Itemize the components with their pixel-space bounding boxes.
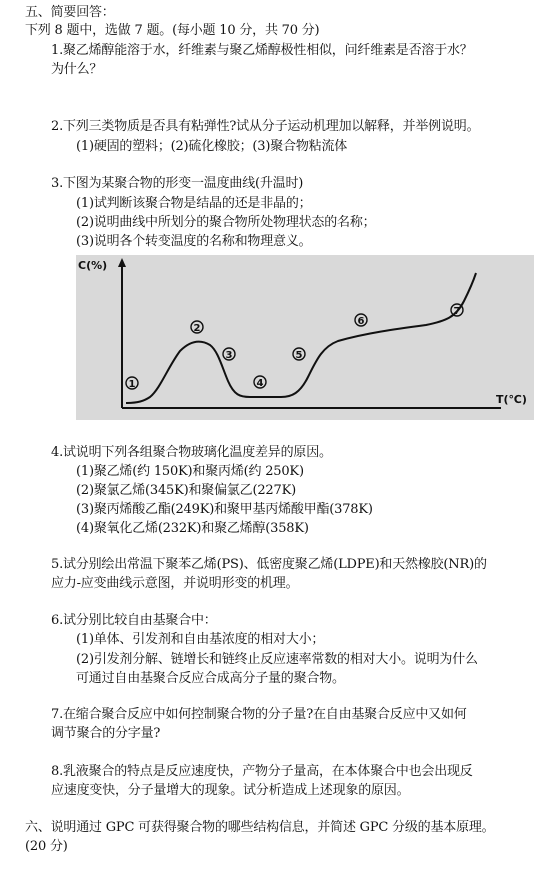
marker-7 [451, 304, 463, 317]
marker-3 [223, 348, 235, 361]
question-3-line-4: (3)说明各个转变温度的名称和物理意义。 [76, 234, 312, 249]
marker-5 [293, 348, 305, 361]
y-axis-arrow [118, 258, 126, 267]
section-five-instruction: 下列 8 题中，选做 7 题。(每小题 10 分，共 70 分) [25, 23, 320, 38]
question-1-line-2: 为什么？ [51, 62, 103, 77]
question-4-line-1: 4.试说明下列各组聚合物玻璃化温度差异的原因。 [51, 445, 332, 460]
marker-1-label: 1 [128, 379, 136, 390]
question-7-line-1: 7.在缩合聚合反应中如何控制聚合物的分子量?在自由基聚合反应中又如何 [51, 707, 467, 722]
question-6-line-2: (1)单体、引发剂和自由基浓度的相对大小； [76, 632, 325, 647]
question-4-line-4: (3)聚丙烯酸乙酯(249K)和聚甲基丙烯酸甲酯(378K) [76, 502, 373, 517]
marker-2 [191, 321, 203, 334]
question-1-line-1: 1.聚乙烯醇能溶于水，纤维素与聚乙烯醇极性相似，问纤维素是否溶于水？ [51, 43, 473, 58]
section-six-line-2: (20 分) [25, 839, 68, 854]
section-six-line-1: 六、说明通过 GPC 可获得聚合物的哪些结构信息，并简述 GPC 分级的基本原理。 [25, 820, 495, 835]
x-axis-label: T(℃) [496, 393, 527, 406]
question-8-line-2: 应速度变快，分子量增大的现象。试分析造成上述现象的原因。 [51, 783, 410, 798]
question-6-line-3: (2)引发剂分解、链增长和链终止反应速率常数的相对大小。说明为什么 [76, 652, 478, 667]
marker-6-label: 6 [357, 316, 365, 327]
section-five-heading: 五、简要回答： [25, 5, 115, 20]
marker-1 [126, 377, 138, 390]
question-4-line-2: (1)聚乙烯(约 150K)和聚丙烯(约 250K) [76, 464, 304, 479]
question-3-line-2: (1)试判断该聚合物是结晶的还是非晶的； [76, 196, 312, 211]
question-3-line-3: (2)说明曲线中所划分的聚合物所处物理状态的名称； [76, 215, 376, 230]
marker-7-label: 7 [453, 306, 461, 317]
question-2-line-1: 2.下列三类物质是否具有粘弹性?试从分子运动机理加以解释，并举例说明。 [51, 119, 480, 134]
question-4-line-5: (4)聚氧化乙烯(232K)和聚乙烯醇(358K) [76, 521, 309, 536]
marker-3-label: 3 [225, 350, 233, 361]
question-8-line-1: 8.乳液聚合的特点是反应速度快，产物分子量高，在本体聚合中也会出现反 [51, 764, 473, 779]
question-4-line-3: (2)聚氯乙烯(345K)和聚偏氯乙(227K) [76, 483, 296, 498]
question-3-line-1: 3.下图为某聚合物的形变一温度曲线(升温时) [51, 176, 304, 191]
question-6-line-4: 可通过自由基聚合反应合成高分子量的聚合物。 [76, 671, 345, 686]
deformation-curve [126, 273, 476, 403]
marker-2-label: 2 [193, 323, 201, 334]
deformation-temperature-plot [76, 255, 534, 420]
marker-6 [355, 314, 367, 327]
question-5-line-1: 5.试分别绘出常温下聚苯乙烯(PS)、低密度聚乙烯(LDPE)和天然橡胶(NR)的 [51, 557, 487, 572]
marker-4 [254, 376, 266, 389]
question-5-line-2: 应力-应变曲线示意图，并说明形变的机理。 [51, 576, 299, 591]
marker-5-label: 5 [295, 350, 303, 361]
question-7-line-2: 调节聚合的分字量? [51, 726, 161, 741]
question-6-line-1: 6.试分别比较自由基聚合中： [51, 613, 217, 628]
y-axis-label: C(%) [78, 259, 108, 272]
deformation-temperature-figure [76, 255, 534, 420]
question-2-line-2: (1)硬固的塑料；(2)硫化橡胶；(3)聚合物粘流体 [76, 139, 348, 154]
marker-4-label: 4 [256, 378, 264, 389]
